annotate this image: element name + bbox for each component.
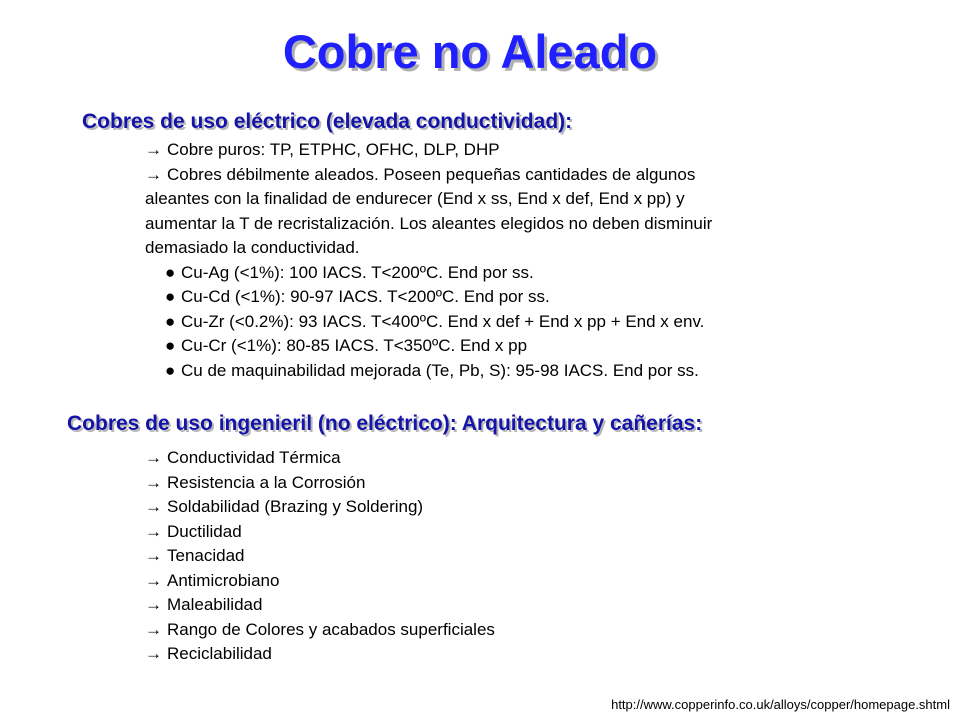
arrow-right-icon: → [145,619,162,639]
paragraph-line: aleantes con la finalidad de endurecer (End x ss, End x def, End x pp) y [145,189,685,208]
list-item [145,520,885,545]
list-item [145,163,885,188]
arrow-right-icon: → [145,164,162,184]
arrow-right-icon: → [145,448,162,467]
list-item [145,618,885,643]
alloy-item-text: Cu-Cr (<1%): 80-85 IACS. T<350ºC. End x pp [181,336,528,355]
list-item-text: Tenacidad [167,546,245,565]
alloy-item-text: Cu-Cd (<1%): 90-97 IACS. T<200ºC. End por ss. [181,287,550,306]
list-item-text: Cobre puros: TP, ETPHC, OFHC, DLP, DHP [167,140,500,159]
list-item-text: Antimicrobiano [167,570,280,590]
bullet-icon: ● [165,287,176,306]
arrow-right-icon: → [145,472,162,492]
alloy-item [145,334,885,359]
list-item-text: Ductilidad [167,521,242,541]
electrical-copper-list [145,138,885,383]
list-item [145,446,885,471]
alloy-item [145,310,885,335]
arrow-right-icon: → [145,546,162,565]
arrow-right-icon: → [145,140,162,159]
list-item [145,138,885,163]
alloy-item-text: Cu-Zr (<0.2%): 93 IACS. T<400ºC. End x def + End x pp + End x env. [181,311,705,331]
arrow-right-icon: → [145,497,162,516]
paragraph-line: aumentar la T de recristalización. Los aleantes elegidos no deben disminuir [145,213,713,233]
source-url: http://www.copperinfo.co.uk/alloys/copper/homepage.shtml [611,697,950,712]
arrow-right-icon: → [145,595,162,614]
section-heading-electrical: Cobres de uso eléctrico (elevada conductividad): [82,110,573,133]
bullet-icon: ● [165,336,176,355]
list-item-text: Soldabilidad (Brazing y Soldering) [167,497,424,516]
bullet-icon: ● [165,360,176,380]
list-item [145,471,885,496]
alloy-item-text: Cu-Ag (<1%): 100 IACS. T<200ºC. End por ss. [181,262,534,282]
section-heading-engineering: Cobres de uso ingenieril (no eléctrico): Arquitectura y cañerías: [67,412,703,435]
list-item [145,495,885,520]
list-item-text: Conductividad Térmica [167,448,341,467]
engineering-properties-list [145,446,885,667]
list-item-text: Rango de Colores y acabados superficiales [167,619,495,639]
arrow-right-icon: → [145,570,162,590]
list-item [145,642,885,667]
list-item-text: Reciclabilidad [167,644,272,663]
bullet-icon: ● [165,262,176,282]
arrow-right-icon: → [145,644,162,663]
list-item [145,593,885,618]
alloy-item-text: Cu de maquinabilidad mejorada (Te, Pb, S): 95-98 IACS. End por ss. [181,360,699,380]
arrow-right-icon: → [145,521,162,541]
bullet-icon: ● [165,311,176,331]
page-title: Cobre no Aleado [282,25,658,78]
list-item-text: Maleabilidad [167,595,263,614]
alloy-item [145,261,885,286]
paragraph-line: Cobres débilmente aleados. Poseen pequeñas cantidades de algunos [167,164,696,184]
list-item-text: Resistencia a la Corrosión [167,472,366,492]
alloy-item [145,359,885,384]
list-item [145,544,885,569]
list-item [145,569,885,594]
alloy-item [145,285,885,310]
paragraph-line: demasiado la conductividad. [145,238,360,257]
